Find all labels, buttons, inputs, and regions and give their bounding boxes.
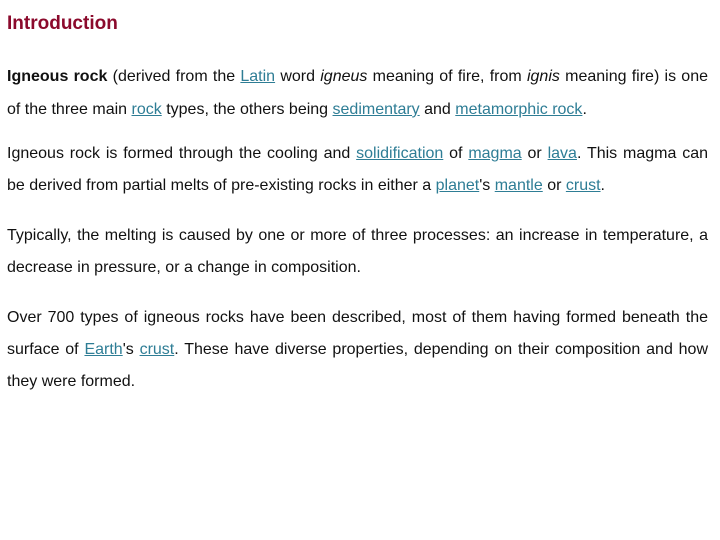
link-solidification[interactable]: solidification (356, 145, 444, 162)
link-rock[interactable]: rock (131, 101, 162, 118)
text: and (419, 101, 456, 118)
text: . (600, 177, 605, 194)
text: or (542, 177, 566, 194)
text: Igneous rock is formed through the cooling and (7, 145, 357, 162)
link-mantle[interactable]: mantle (494, 177, 543, 194)
link-lava[interactable]: lava (547, 145, 577, 162)
text: 's (479, 177, 495, 194)
link-crust[interactable]: crust (565, 177, 601, 194)
word-ignis: ignis (526, 68, 560, 85)
term-igneous-rock: Igneous rock (7, 68, 108, 85)
link-latin[interactable]: Latin (240, 68, 276, 85)
paragraph-formation (7, 138, 708, 202)
text: (derived from the (107, 68, 241, 85)
link-sedimentary[interactable]: sedimentary (332, 101, 420, 118)
link-planet[interactable]: planet (435, 177, 480, 194)
paragraph-types (7, 302, 708, 398)
text: . These have diverse properties, depending on their composition and how they were formed. (7, 341, 709, 390)
text: meaning fire) is one of the three main (7, 68, 708, 118)
text: . (582, 101, 587, 118)
text: Typically, the melting is caused by one or more of three processes: an increase in temperature, a decrease in pressure, or a change in composition. (7, 227, 708, 276)
text: word (275, 68, 321, 85)
paragraph-melting (7, 220, 708, 284)
text: types, the others being (161, 101, 333, 118)
text: 's (122, 341, 140, 358)
link-metamorphic-rock[interactable]: metamorphic rock (455, 101, 583, 118)
slide-title: Introduction (7, 13, 118, 34)
text: . This magma can be derived from partial melts of pre-existing rocks in either a (7, 145, 709, 194)
link-crust[interactable]: crust (139, 341, 175, 358)
text: of (443, 145, 469, 162)
text: or (521, 145, 548, 162)
word-igneus: igneus (320, 68, 368, 85)
text: meaning of fire, from (367, 68, 527, 85)
link-earth[interactable]: Earth (84, 341, 123, 358)
paragraph-definition (7, 60, 708, 126)
link-magma[interactable]: magma (468, 145, 522, 162)
text: Over 700 types of igneous rocks have been described, most of them having formed beneath the surface of (7, 309, 708, 358)
